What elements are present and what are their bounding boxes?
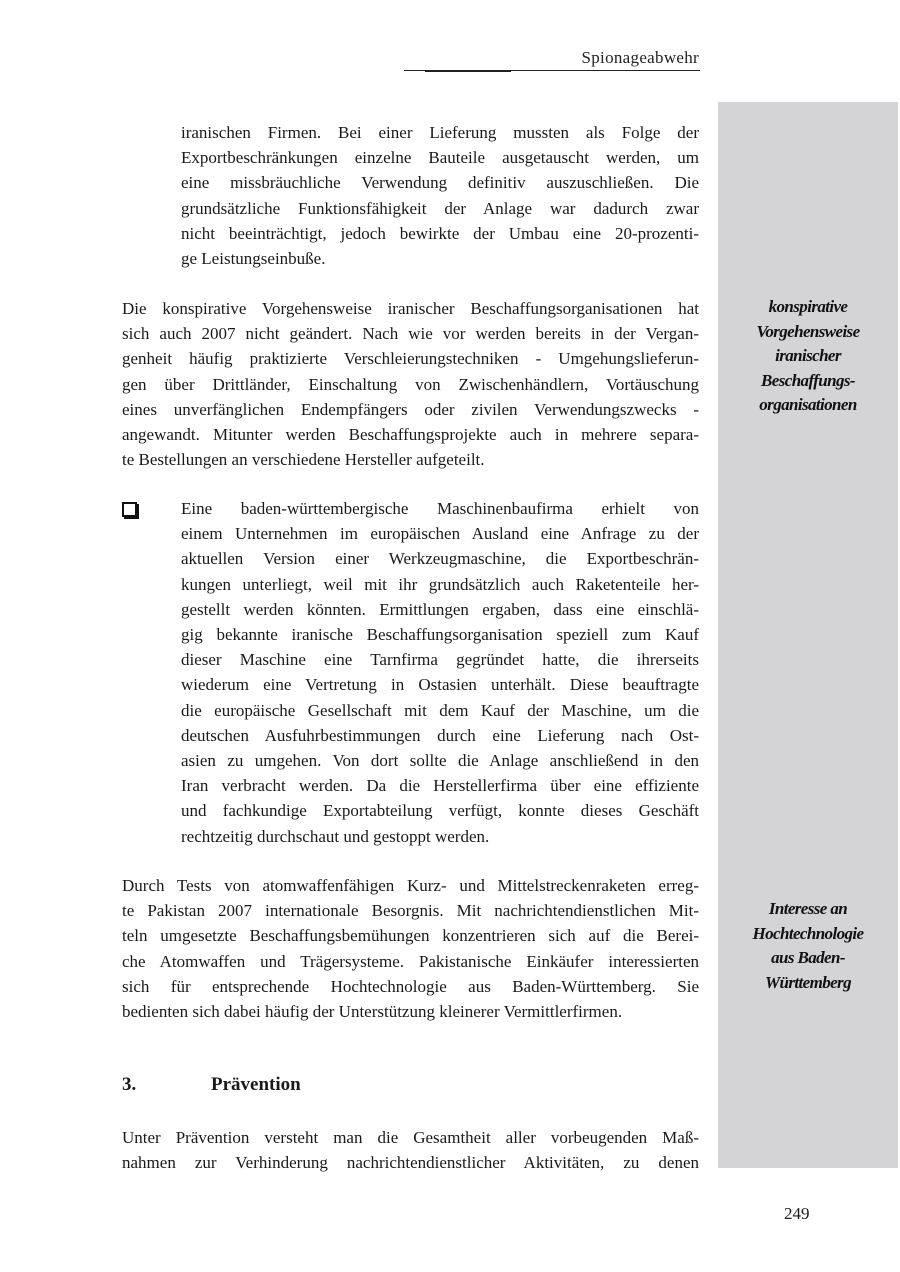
- text-line: iranischen Firmen. Bei einer Lieferung mussten als Folge der: [181, 123, 699, 142]
- text-line: te Pakistan 2007 internationale Besorgnis. Mit nachrichtendienstlichen Mit-: [122, 901, 699, 921]
- text-line: Durch Tests von atomwaffenfähigen Kurz- und Mittelstreckenraketen erreg-: [122, 876, 699, 895]
- paragraph-iran-procurement: [122, 296, 699, 472]
- checkbox-bullet-icon: [122, 502, 137, 517]
- margin-note-line: iranischer: [775, 346, 841, 365]
- text-line: eine missbräuchliche Verwendung definitiv auszuschließen. Die: [181, 173, 699, 193]
- text-line: einem Unternehmen im europäischen Ausland eine Anfrage zu der: [181, 524, 699, 544]
- text-line: dieser Maschine eine Tarnfirma gegründet hatte, die ihrerseits: [181, 650, 699, 670]
- text-line: Exportbeschränkungen einzelne Bauteile ausgetauscht werden, um: [181, 148, 699, 168]
- margin-note-line: Beschaffungs-: [761, 370, 855, 390]
- text-line: sich für entsprechende Hochtechnologie aus Baden-Württemberg. Sie: [122, 976, 699, 996]
- text-line: ge Leistungseinbuße.: [181, 249, 326, 269]
- text-line: nicht beeinträchtigt, jedoch bewirkte der Umbau eine 20-prozenti-: [181, 223, 699, 243]
- margin-note-line: Hochtechnologie: [752, 923, 864, 943]
- section-title: Prävention: [211, 1074, 301, 1095]
- margin-note-konspirative: [718, 295, 898, 418]
- text-line: genheit häufig praktizierte Verschleierungstechniken - Umgehungslieferun-: [122, 349, 699, 369]
- text-line: wiederum eine Vertretung in Ostasien unterhält. Diese beauftragte: [181, 675, 699, 695]
- margin-note-line: Vorgehensweise: [756, 321, 860, 341]
- text-line: gig bekannte iranische Beschaffungsorganisation speziell zum Kauf: [181, 625, 699, 645]
- text-line: angewandt. Mitunter werden Beschaffungsprojekte auch in mehrere separa-: [122, 425, 699, 445]
- case-example-paragraph: [181, 496, 699, 849]
- text-line: te Bestellungen an verschiedene Hersteller aufgeteilt.: [122, 450, 485, 470]
- text-line: rechtzeitig durchschaut und gestoppt werden.: [181, 826, 490, 846]
- text-line: gestellt werden könnten. Ermittlungen ergaben, dass eine einschlä-: [181, 599, 699, 619]
- text-line: asien zu umgehen. Von dort sollte die Anlage anschließend in den: [181, 751, 699, 771]
- text-line: eines unverfänglichen Endempfängers oder zivilen Verwendungszwecks -: [122, 399, 699, 419]
- margin-note-line: Württemberg: [765, 972, 851, 992]
- text-line: gen über Drittländer, Einschaltung von Zwischenhändlern, Vortäuschung: [122, 374, 699, 394]
- text-line: und fachkundige Exportabteilung verfügt, konnte dieses Geschäft: [181, 801, 699, 821]
- text-line: kungen unterliegt, weil mit ihr grundsätzlich auch Raketenteile her-: [181, 574, 699, 594]
- margin-note-line: konspirative: [768, 297, 848, 316]
- text-line: Unter Prävention versteht man die Gesamtheit aller vorbeugenden Maß-: [122, 1128, 699, 1147]
- page-number: 249: [784, 1204, 810, 1223]
- text-line: sich auch 2007 nicht geändert. Nach wie vor werden bereits in der Vergan-: [122, 324, 699, 344]
- section-number: 3.: [122, 1074, 137, 1095]
- header-rule-accent: [425, 70, 511, 72]
- text-line: deutschen Ausfuhrbestimmungen durch eine Lieferung nach Ost-: [181, 725, 699, 745]
- running-header: Spionageabwehr: [581, 48, 699, 67]
- text-line: teln umgesetzte Beschaffungsbemühungen konzentrieren sich auf die Berei-: [122, 926, 699, 946]
- paragraph-continuation: [181, 120, 699, 271]
- margin-note-line: organisationen: [759, 395, 857, 414]
- text-line: die europäische Gesellschaft mit dem Kauf der Maschine, um die: [181, 700, 699, 720]
- text-line: Eine baden-württembergische Maschinenbaufirma erhielt von: [181, 499, 699, 518]
- margin-note-line: Interesse an: [768, 899, 848, 918]
- text-line: Iran verbracht werden. Da die Herstellerfirma über eine effiziente: [181, 776, 699, 796]
- text-line: bedienten sich dabei häufig der Unterstützung kleinerer Vermittlerfirmen.: [122, 1002, 623, 1022]
- text-line: Die konspirative Vorgehensweise iranischer Beschaffungsorganisationen hat: [122, 299, 699, 318]
- margin-note-line: aus Baden-: [771, 948, 845, 967]
- paragraph-pakistan: [122, 873, 699, 1024]
- margin-note-hochtechnologie: [718, 897, 898, 995]
- text-line: che Atomwaffen und Trägersysteme. Pakistanische Einkäufer interessierten: [122, 951, 699, 971]
- text-line: nahmen zur Verhinderung nachrichtendienstlicher Aktivitäten, zu denen: [122, 1153, 699, 1173]
- margin-sidebar: [718, 102, 898, 1168]
- text-line: grundsätzliche Funktionsfähigkeit der Anlage war dadurch zwar: [181, 198, 699, 218]
- paragraph-praevention: [122, 1125, 699, 1175]
- text-line: aktuellen Version einer Werkzeugmaschine, die Exportbeschrän-: [181, 549, 699, 569]
